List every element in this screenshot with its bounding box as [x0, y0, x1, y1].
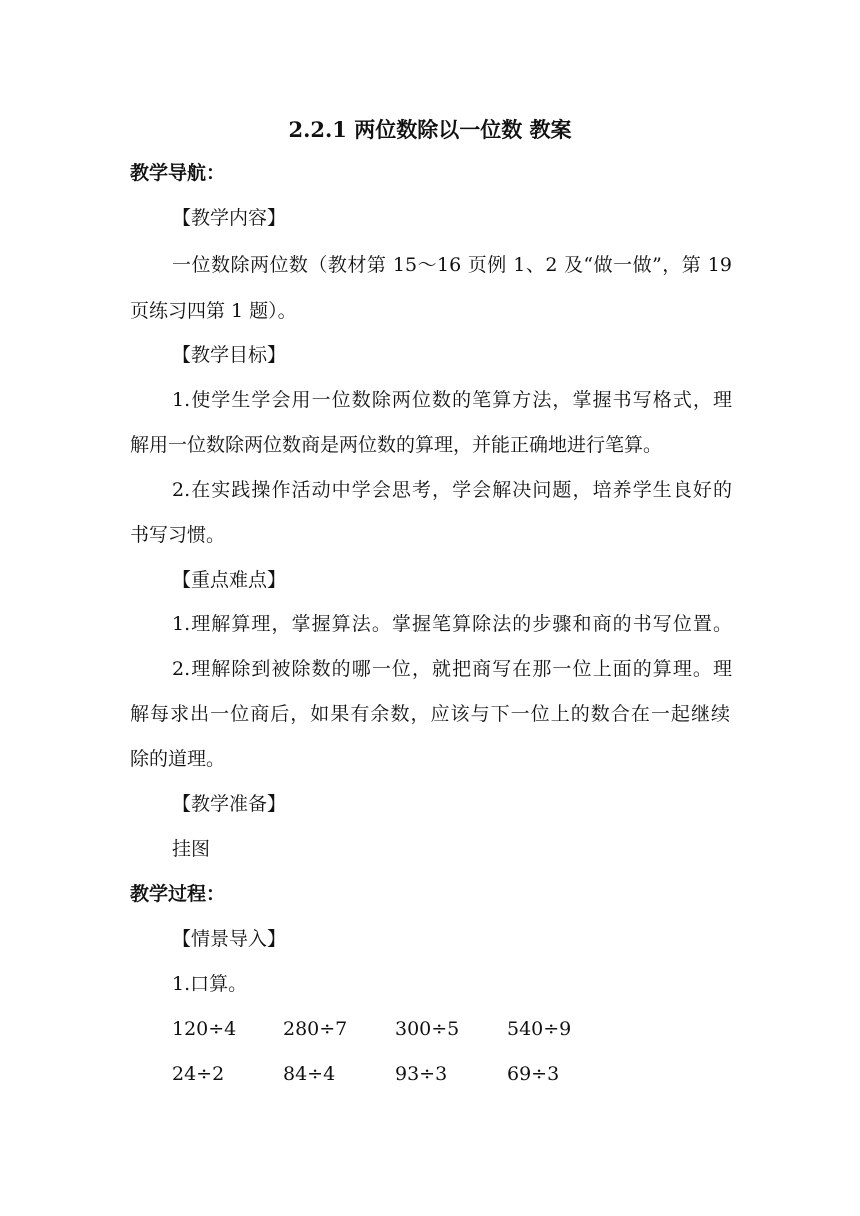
calc-item: 540÷9	[507, 1018, 572, 1040]
keypoint-2-line-3: 除的道理。	[130, 748, 226, 770]
calc-item: 120÷4	[172, 1018, 237, 1040]
calc-item: 300÷5	[395, 1018, 460, 1040]
goal-2-line-2: 书写习惯。	[130, 524, 226, 546]
calc-item: 24÷2	[172, 1063, 225, 1085]
calc-item: 93÷3	[395, 1063, 448, 1085]
content-line-2: 页练习四第 1 题）。	[130, 300, 297, 322]
goal-1-line-2: 解用一位数除两位数商是两位数的算理，并能正确地进行笔算。	[130, 434, 663, 456]
calc-item: 84÷4	[283, 1063, 336, 1085]
keypoint-2-line-2: 解每求出一位商后，如果有余数，应该与下一位上的数合在一起继续	[130, 703, 730, 725]
prep-heading: 【教学准备】	[172, 793, 287, 815]
goal-2-line-1: 2.在实践操作活动中学会思考，学会解决问题，培养学生良好的	[172, 479, 732, 501]
goals-heading: 【教学目标】	[172, 344, 287, 366]
content-heading: 【教学内容】	[172, 207, 287, 229]
goal-1-line-1: 1.使学生学会用一位数除两位数的笔算方法，掌握书写格式，理	[172, 389, 732, 411]
nav-heading: 教学导航：	[130, 162, 226, 184]
intro-heading: 【情景导入】	[172, 928, 287, 950]
document-title: 2.2.1 两位数除以一位数 教案	[288, 117, 572, 142]
keypoint-2-line-1: 2.理解除到被除数的哪一位，就把商写在那一位上面的算理。理	[172, 658, 732, 680]
calc-item: 280÷7	[283, 1018, 348, 1040]
keypoints-heading: 【重点难点】	[172, 569, 287, 591]
calc-item: 69÷3	[507, 1063, 560, 1085]
process-heading: 教学过程：	[130, 883, 226, 905]
oral-calc-heading: 1.口算。	[172, 973, 248, 995]
prep-text: 挂图	[172, 838, 211, 860]
content-line-1: 一位数除两位数（教材第 15～16 页例 1、2 及“做一做”，第 19	[172, 254, 732, 276]
keypoint-1: 1.理解算理，掌握算法。掌握笔算除法的步骤和商的书写位置。	[172, 613, 732, 635]
